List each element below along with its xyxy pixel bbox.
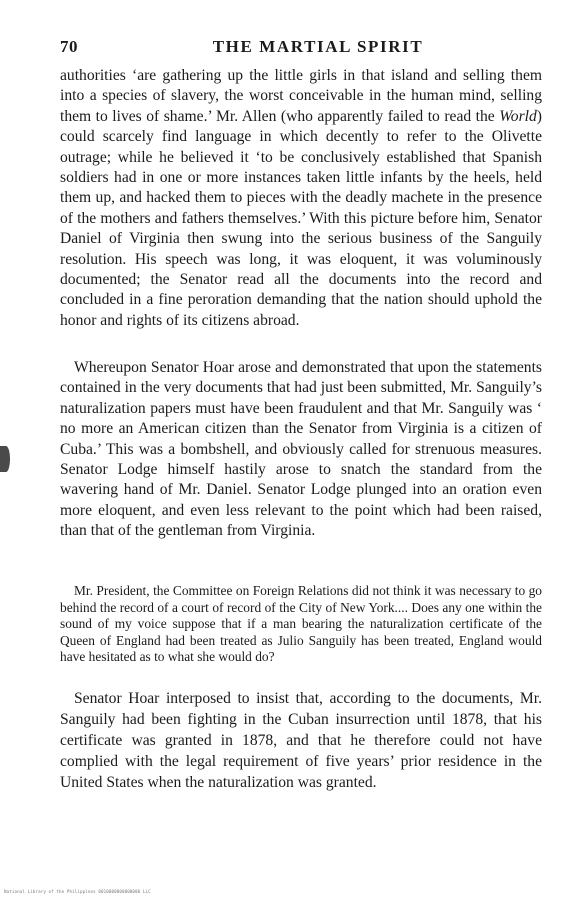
paragraph-1-text-a: authorities ‘are gathering up the little girls in that island and selling them into a species of slavery, the worst conceivable in the human mind, selling them to lives of shame.’ Mr. Allen (who apparently failed to read the (60, 67, 542, 125)
paragraph-3-text: Senator Hoar interposed to insist that, according to the documents, Mr. Sanguily had been fighting in the Cuban insurrection until 1878, that his certificate was granted in 1878, and that he therefore could not have complied with the legal requirement of five years’ prior residence in the United States when the naturalization was granted. (60, 690, 542, 791)
page-header (60, 37, 536, 61)
paragraph-3 (60, 688, 542, 793)
paragraph-2 (60, 358, 542, 542)
paragraph-1-italic: World (499, 107, 537, 125)
margin-ink-mark (0, 446, 10, 472)
running-head: THE MARTIAL SPIRIT (212, 37, 424, 56)
block-quote-text: Mr. President, the Committee on Foreign Relations did not think it was necessary to go behind the record of a court of record of the City of New York.... Does any one within the sound of my voice suppose that if a man bearing the naturalization certificate of the Queen of England had been treated as Julio Sanguily has been treated, England would have hesitated as to what she would do? (60, 583, 542, 665)
block-quote (60, 583, 542, 666)
paragraph-2-text: Whereupon Senator Hoar arose and demonstrated that upon the statements contained in the very documents that had just been submitted, Mr. Sanguily’s naturalization papers must have been fraudulent and that Mr. Sanguily was ‘ no more an American citizen than the Senator from Virginia is a citizen of Cuba.’ This was a bombshell, and obviously called for strenuous measures. Senator Lodge himself hastily arose to snatch the standard from the wavering hand of Mr. Daniel. Senator Lodge plunged into an oration even more eloquent, and even less relevant to the point which had been raised, than that of the gentleman from Virginia. (60, 359, 542, 540)
page-number: 70 (60, 37, 78, 56)
scan-footer-stamp: National Library of the Philippines 0010000000000000 LLC (4, 889, 151, 894)
paragraph-1 (60, 66, 542, 331)
paragraph-1-text-b: ) could scarcely find language in which decently to refer to the Olivette outrage; while he believed it ‘to be conclusively established that Spanish soldiers had in one or more instances taken little infants by the heels, held them up, and hacked them to pieces with the deadly machete in the presence of the mothers and fathers themselves.’ With this picture before him, Senator Daniel of Virginia then swung into the serious business of the Sanguily resolution. His speech was long, it was eloquent, it was voluminously documented; the Senator read all the documents into the record and concluded in a fine peroration demanding that the nation should uphold the honor and rights of its citizens abroad. (60, 107, 542, 329)
